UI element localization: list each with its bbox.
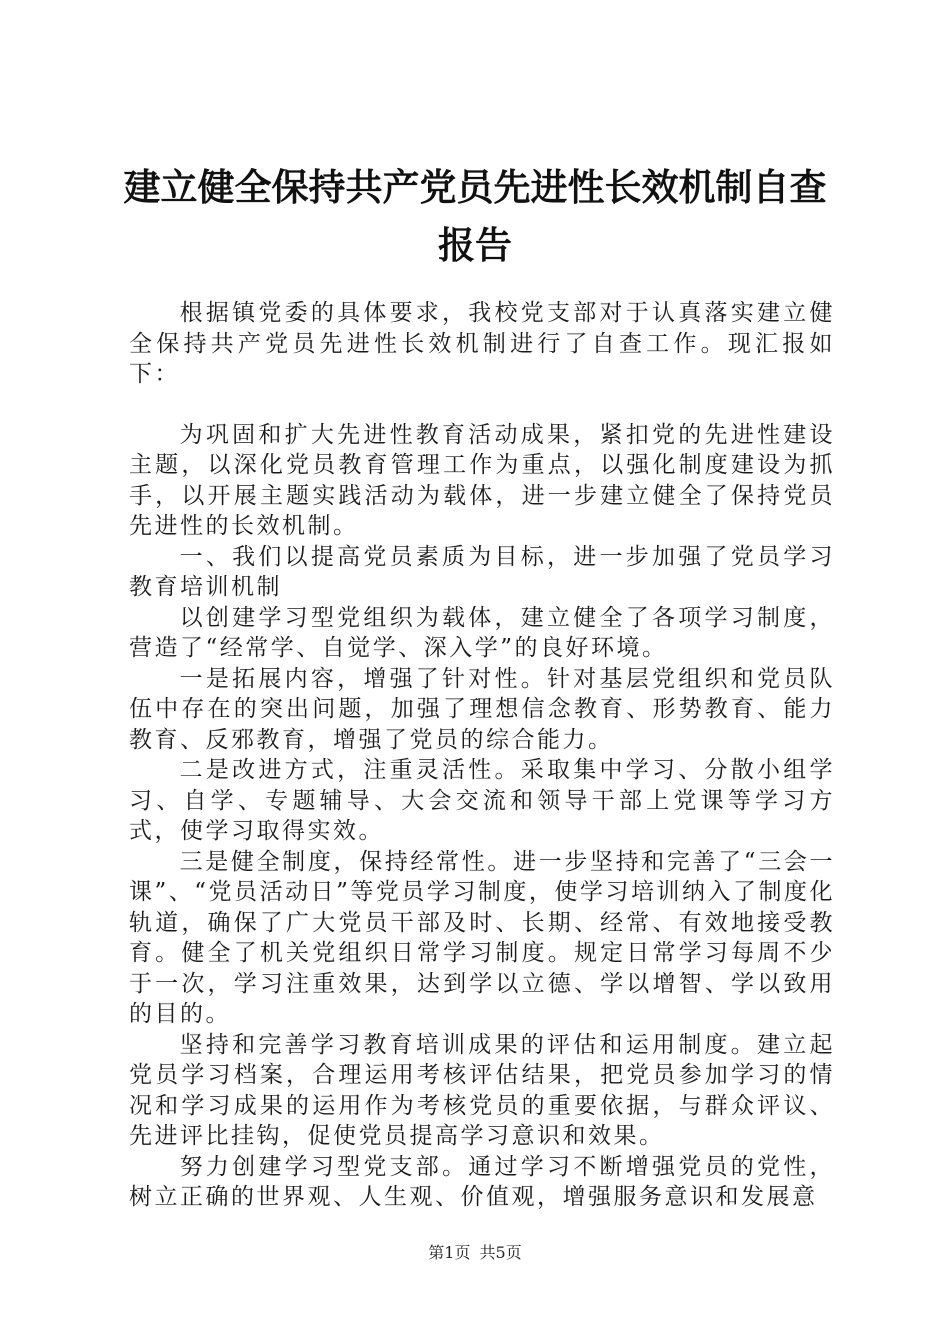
document-body [129, 298, 835, 1213]
section-heading: 一、我们以提高党员素质为目标，进一步加强了党员学习教育培训机制 [129, 543, 835, 600]
paragraph: 二是改进方式，注重灵活性。采取集中学习、分散小组学习、自学、专题辅导、大会交流和领导干部上党课等学习方式，使学习取得实效。 [129, 757, 835, 844]
paragraph: 以创建学习型党组织为载体，建立健全了各项学习制度，营造了“经常学、自觉学、深入学”的良好环境。 [129, 604, 835, 661]
document-title: 建立健全保持共产党员先进性长效机制自查报告 [123, 165, 827, 267]
paragraph-intro: 根据镇党委的具体要求，我校党支部对于认真落实建立健全保持共产党员先进性长效机制进行了自查工作。现汇报如下： [129, 300, 835, 387]
paragraph: 坚持和完善学习教育培训成果的评估和运用制度。建立起党员学习档案，合理运用考核评估结果，把党员参加学习的情况和学习成果的运用作为考核党员的重要依据，与群众评议、先进评比挂钩，促使党员提高学习意识和效果。 [129, 1031, 835, 1149]
page-footer [0, 1240, 950, 1263]
page-number: 第1页 [428, 1243, 471, 1262]
page-total: 共5页 [479, 1243, 522, 1262]
paragraph: 为巩固和扩大先进性教育活动成果，紧扣党的先进性建设主题，以深化党员教育管理工作为重点，以强化制度建设为抓手，以开展主题实践活动为载体，进一步建立健全了保持党员先进性的长效机制。 [129, 421, 835, 539]
paragraph: 努力创建学习型党支部。通过学习不断增强党员的党性，树立正确的世界观、人生观、价值观，增强服务意识和发展意 [129, 1153, 835, 1210]
paragraph: 一是拓展内容，增强了针对性。针对基层党组织和党员队伍中存在的突出问题，加强了理想信念教育、形势教育、能力教育、反邪教育，增强了党员的综合能力。 [129, 665, 835, 753]
paragraph: 三是健全制度，保持经常性。进一步坚持和完善了“三会一课”、“党员活动日”等党员学习制度，使学习培训纳入了制度化轨道，确保了广大党员干部及时、长期、经常、有效地接受教育。健全了机关党组织日常学习制度。规定日常学习每周不少于一次，学习注重效果，达到学以立德、学以增智、学以致用的目的。 [129, 848, 835, 1027]
